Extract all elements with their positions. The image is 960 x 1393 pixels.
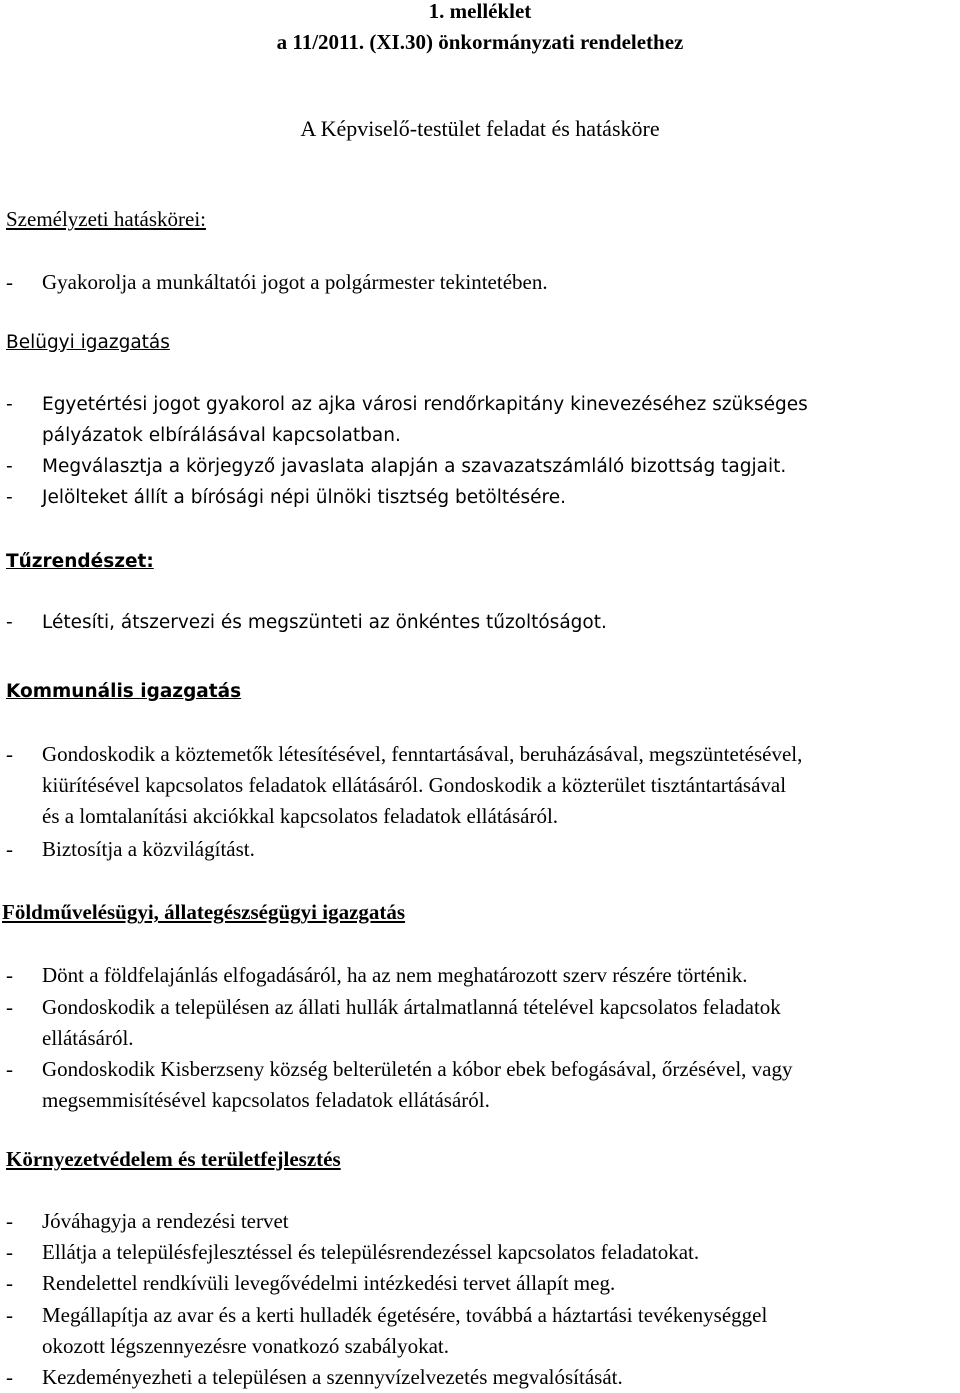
- list-dash: -: [6, 1365, 13, 1389]
- annex-number: 1. melléklet: [428, 0, 532, 23]
- list-item: [6, 1268, 960, 1299]
- list-item: [6, 960, 960, 991]
- list-item-line: Jelölteket állít a bírósági népi ülnöki tisztség betöltésére.: [42, 487, 566, 508]
- list-dash: -: [6, 742, 13, 766]
- list-item-line: Létesíti, átszervezi és megszünteti az önkéntes tűzoltóságot.: [42, 612, 607, 633]
- list-item-line: Egyetértési jogot gyakorol az ajka városi rendőrkapitány kinevezéséhez szükséges: [42, 394, 808, 415]
- list-dash: -: [6, 1209, 13, 1233]
- list-item-line: Jóváhagyja a rendezési tervet: [42, 1209, 289, 1233]
- list-item-line: ellátásáról.: [42, 1026, 134, 1050]
- list-dash: -: [6, 963, 13, 987]
- list-item: [6, 267, 960, 298]
- list-item-line: Gondoskodik a köztemetők létesítésével, fenntartásával, beruházásával, megszüntetésével,: [42, 742, 803, 766]
- list-item-line: Biztosítja a közvilágítást.: [42, 837, 255, 861]
- list-item: [6, 1237, 960, 1268]
- list-item-line: megsemmisítésével kapcsolatos feladatok ellátásáról.: [42, 1088, 490, 1112]
- list-dash: -: [6, 995, 13, 1019]
- section-heading-environment: Környezetvédelem és területfejlesztés: [6, 1147, 341, 1171]
- section-heading-municipal: Kommunális igazgatás: [6, 681, 242, 702]
- list-item-line: Gyakorolja a munkáltatói jogot a polgármester tekintetében.: [42, 270, 548, 294]
- list-dash: -: [6, 487, 13, 508]
- list-item-line: Kezdeményezheti a településen a szennyvízelvezetés megvalósítását.: [42, 1365, 623, 1389]
- list-dash: -: [6, 837, 13, 861]
- list-dash: -: [6, 1271, 13, 1295]
- list-item-line: Dönt a földfelajánlás elfogadásáról, ha az nem meghatározott szerv részére történik.: [42, 963, 748, 987]
- list-item: [6, 992, 960, 1054]
- list-dash: -: [6, 1240, 13, 1264]
- list-item-line: okozott légszennyezésre vonatkozó szabályokat.: [42, 1334, 450, 1358]
- section-heading-fire-safety: Tűzrendészet:: [6, 551, 154, 572]
- list-item: [6, 1206, 960, 1237]
- list-item: [6, 607, 960, 638]
- list-dash: -: [6, 456, 13, 477]
- page-title: A Képviselő-testület feladat és hatásköre: [300, 116, 660, 141]
- list-dash: -: [6, 1303, 13, 1327]
- list-item-line: Rendelettel rendkívüli levegővédelmi intézkedési tervet állapít meg.: [42, 1271, 616, 1295]
- list-item: [6, 389, 960, 451]
- list-item: [6, 1300, 960, 1362]
- list-dash: -: [6, 394, 13, 415]
- list-dash: -: [6, 270, 13, 294]
- list-item: [6, 482, 960, 513]
- list-dash: -: [6, 1057, 13, 1081]
- list-item: [6, 1362, 960, 1393]
- list-item-line: Gondoskodik Kisberzseny község belterületén a kóbor ebek befogásával, őrzésével, vagy: [42, 1057, 793, 1081]
- list-item-line: Gondoskodik a településen az állati hullák ártalmatlanná tételével kapcsolatos feladatok: [42, 995, 781, 1019]
- section-heading-internal-affairs: Belügyi igazgatás: [6, 332, 170, 353]
- list-item-line: Megválasztja a körjegyző javaslata alapján a szavazatszámláló bizottság tagjait.: [42, 456, 787, 477]
- decree-reference: a 11/2011. (XI.30) önkormányzati rendelethez: [276, 30, 684, 54]
- list-item-line: és a lomtalanítási akciókkal kapcsolatos feladatok ellátásáról.: [42, 804, 559, 828]
- list-item: [6, 834, 960, 865]
- list-item-line: Megállapítja az avar és a kerti hulladék égetésére, továbbá a háztartási tevékenységgel: [42, 1303, 768, 1327]
- list-item-line: kiürítésével kapcsolatos feladatok ellátásáról. Gondoskodik a közterület tisztántartásával: [42, 773, 787, 797]
- list-item-line: pályázatok elbírálásával kapcsolatban.: [42, 425, 401, 446]
- section-heading-agriculture: Földművelésügyi, állategészségügyi igazgatás: [2, 900, 406, 924]
- section-heading-personnel: Személyzeti hatáskörei:: [6, 207, 207, 231]
- list-dash: -: [6, 612, 13, 633]
- list-item: [6, 451, 960, 482]
- list-item: [6, 1054, 960, 1116]
- list-item: [6, 739, 960, 832]
- list-item-line: Ellátja a településfejlesztéssel és településrendezéssel kapcsolatos feladatokat.: [42, 1240, 700, 1264]
